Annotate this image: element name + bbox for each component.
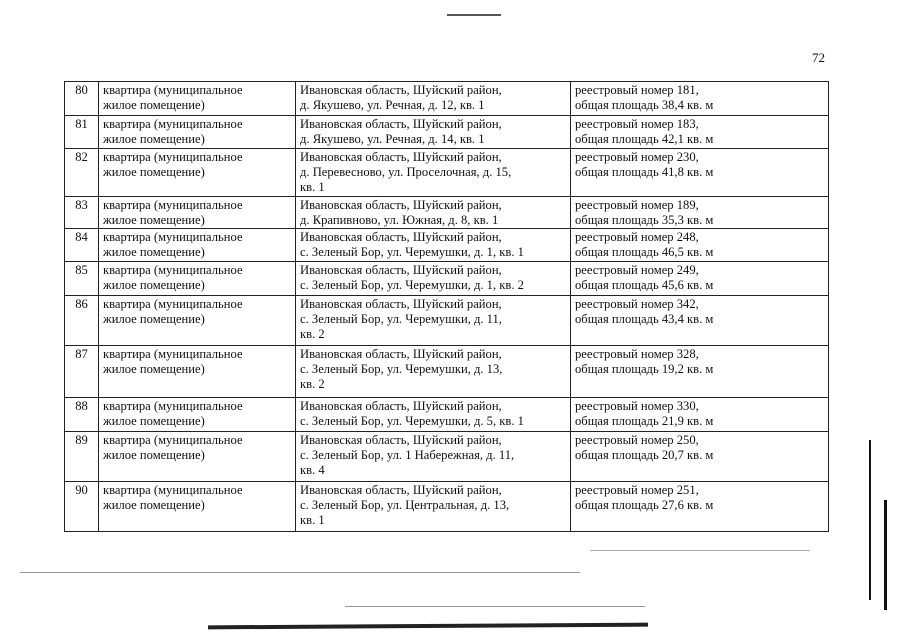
table-row: [65, 398, 829, 432]
address: Ивановская область, Шуйский район, с. Зеленый Бор, ул. Черемушки, д. 1, кв. 2: [296, 262, 571, 296]
address: Ивановская область, Шуйский район, с. Зеленый Бор, ул. Центральная, д. 13, кв. 1: [296, 482, 571, 532]
scan-edge-mark: [884, 500, 887, 610]
address: Ивановская область, Шуйский район, с. Зеленый Бор, ул. Черемушки, д. 1, кв. 1: [296, 229, 571, 262]
registry-details: реестровый номер 330, общая площадь 21,9 кв. м: [571, 398, 829, 432]
row-number: 89: [65, 432, 99, 482]
row-number: 81: [65, 116, 99, 149]
registry-details: реестровый номер 328, общая площадь 19,2 кв. м: [571, 346, 829, 398]
registry-details: реестровый номер 183, общая площадь 42,1 кв. м: [571, 116, 829, 149]
scan-bottom-bar: [208, 623, 648, 630]
address: Ивановская область, Шуйский район, с. Зеленый Бор, ул. Черемушки, д. 13, кв. 2: [296, 346, 571, 398]
scan-artifact-line: [345, 606, 645, 607]
row-number: 82: [65, 149, 99, 197]
registry-details: реестровый номер 250, общая площадь 20,7 кв. м: [571, 432, 829, 482]
object-type: квартира (муниципальное жилое помещение): [99, 197, 296, 229]
registry-details: реестровый номер 251, общая площадь 27,6 кв. м: [571, 482, 829, 532]
object-type: квартира (муниципальное жилое помещение): [99, 229, 296, 262]
table-row: [65, 197, 829, 229]
object-type: квартира (муниципальное жилое помещение): [99, 398, 296, 432]
registry-details: реестровый номер 230, общая площадь 41,8 кв. м: [571, 149, 829, 197]
row-number: 83: [65, 197, 99, 229]
object-type: квартира (муниципальное жилое помещение): [99, 296, 296, 346]
registry-details: реестровый номер 189, общая площадь 35,3 кв. м: [571, 197, 829, 229]
table-row: [65, 82, 829, 116]
table-row: [65, 296, 829, 346]
scan-artifact-line: [20, 572, 580, 573]
object-type: квартира (муниципальное жилое помещение): [99, 432, 296, 482]
row-number: 90: [65, 482, 99, 532]
table-row: [65, 149, 829, 197]
address: Ивановская область, Шуйский район, с. Зеленый Бор, ул. Черемушки, д. 11, кв. 2: [296, 296, 571, 346]
address: Ивановская область, Шуйский район, д. Якушево, ул. Речная, д. 14, кв. 1: [296, 116, 571, 149]
scan-edge-mark: [869, 440, 871, 600]
scan-artifact-line: [590, 550, 810, 551]
address: Ивановская область, Шуйский район, д. Крапивново, ул. Южная, д. 8, кв. 1: [296, 197, 571, 229]
address: Ивановская область, Шуйский район, с. Зеленый Бор, ул. 1 Набережная, д. 11, кв. 4: [296, 432, 571, 482]
page-number: 72: [812, 50, 825, 65]
address: Ивановская область, Шуйский район, д. Якушево, ул. Речная, д. 12, кв. 1: [296, 82, 571, 116]
property-registry-table: [64, 81, 829, 532]
object-type: квартира (муниципальное жилое помещение): [99, 482, 296, 532]
registry-details: реестровый номер 342, общая площадь 43,4 кв. м: [571, 296, 829, 346]
table-row: [65, 346, 829, 398]
table-row: [65, 229, 829, 262]
scan-top-mark: [447, 14, 501, 16]
object-type: квартира (муниципальное жилое помещение): [99, 346, 296, 398]
table-row: [65, 116, 829, 149]
table-row: [65, 432, 829, 482]
address: Ивановская область, Шуйский район, д. Перевесново, ул. Проселочная, д. 15, кв. 1: [296, 149, 571, 197]
row-number: 80: [65, 82, 99, 116]
object-type: квартира (муниципальное жилое помещение): [99, 116, 296, 149]
row-number: 85: [65, 262, 99, 296]
row-number: 88: [65, 398, 99, 432]
registry-details: реестровый номер 248, общая площадь 46,5 кв. м: [571, 229, 829, 262]
object-type: квартира (муниципальное жилое помещение): [99, 262, 296, 296]
object-type: квартира (муниципальное жилое помещение): [99, 149, 296, 197]
registry-details: реестровый номер 181, общая площадь 38,4 кв. м: [571, 82, 829, 116]
table-row: [65, 482, 829, 532]
address: Ивановская область, Шуйский район, с. Зеленый Бор, ул. Черемушки, д. 5, кв. 1: [296, 398, 571, 432]
row-number: 87: [65, 346, 99, 398]
table-row: [65, 262, 829, 296]
row-number: 86: [65, 296, 99, 346]
row-number: 84: [65, 229, 99, 262]
registry-details: реестровый номер 249, общая площадь 45,6 кв. м: [571, 262, 829, 296]
object-type: квартира (муниципальное жилое помещение): [99, 82, 296, 116]
